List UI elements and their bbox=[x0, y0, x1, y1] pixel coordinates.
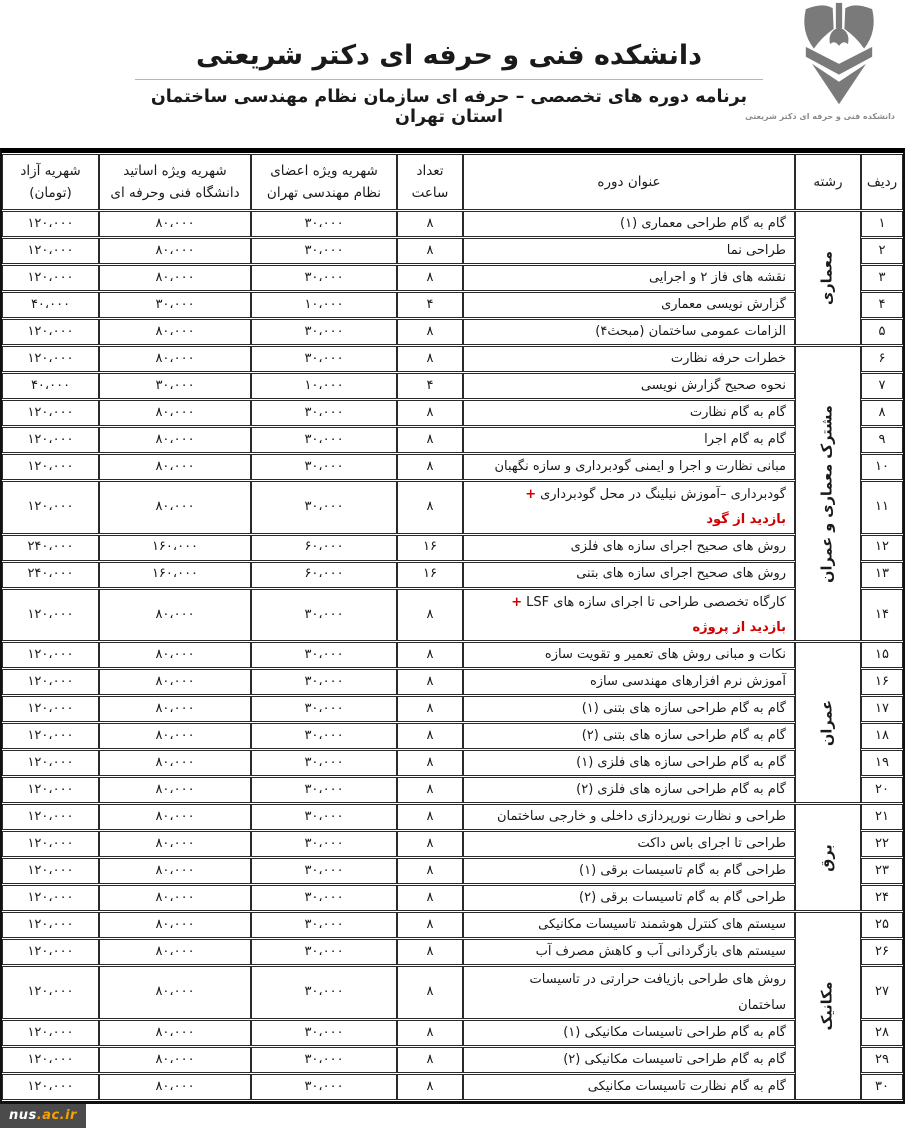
member-fee: ۳۰،۰۰۰ bbox=[251, 885, 397, 911]
row-number: ۷ bbox=[861, 373, 903, 399]
row-number: ۲ bbox=[861, 238, 903, 264]
col-header-member-fee: شهریه ویژه اعضای نظام مهندسی تهران bbox=[251, 154, 397, 210]
hours: ۸ bbox=[397, 669, 463, 695]
course-title: گودبرداری –آموزش نیلینگ در محل گودبرداری+ بازدید از گود bbox=[463, 481, 795, 534]
table-row bbox=[2, 535, 903, 561]
course-title: نقشه های فاز ۲ و اجرایی bbox=[463, 265, 795, 291]
professor-fee: ۸۰،۰۰۰ bbox=[99, 858, 251, 884]
table-row bbox=[2, 373, 903, 399]
professor-fee: ۸۰،۰۰۰ bbox=[99, 696, 251, 722]
member-fee: ۳۰،۰۰۰ bbox=[251, 211, 397, 237]
hours: ۸ bbox=[397, 885, 463, 911]
professor-fee: ۸۰،۰۰۰ bbox=[99, 723, 251, 749]
member-fee: ۳۰،۰۰۰ bbox=[251, 750, 397, 776]
row-number: ۱۲ bbox=[861, 535, 903, 561]
member-fee: ۳۰،۰۰۰ bbox=[251, 319, 397, 345]
hours: ۸ bbox=[397, 238, 463, 264]
member-fee: ۱۰،۰۰۰ bbox=[251, 292, 397, 318]
professor-fee: ۸۰،۰۰۰ bbox=[99, 642, 251, 668]
table-header-row bbox=[2, 154, 903, 210]
course-title-highlight: بازدید از پروژه bbox=[692, 620, 786, 636]
member-fee: ۳۰،۰۰۰ bbox=[251, 400, 397, 426]
plus-mark: + bbox=[525, 487, 537, 502]
open-fee: ۱۲۰،۰۰۰ bbox=[2, 1020, 99, 1046]
open-fee: ۱۲۰،۰۰۰ bbox=[2, 831, 99, 857]
hours: ۸ bbox=[397, 939, 463, 965]
course-title: سیستم های کنترل هوشمند تاسیسات مکانیکی bbox=[463, 912, 795, 938]
member-fee: ۳۰،۰۰۰ bbox=[251, 966, 397, 1019]
professor-fee: ۸۰،۰۰۰ bbox=[99, 238, 251, 264]
plus-mark: + bbox=[511, 594, 523, 610]
open-fee: ۴۰،۰۰۰ bbox=[2, 292, 99, 318]
hours: ۸ bbox=[397, 1074, 463, 1100]
hours: ۸ bbox=[397, 966, 463, 1019]
member-fee: ۳۰،۰۰۰ bbox=[251, 669, 397, 695]
hours: ۴ bbox=[397, 292, 463, 318]
row-number: ۹ bbox=[861, 427, 903, 453]
open-fee: ۱۲۰،۰۰۰ bbox=[2, 885, 99, 911]
open-fee: ۱۲۰،۰۰۰ bbox=[2, 319, 99, 345]
table-row bbox=[2, 696, 903, 722]
open-fee: ۱۲۰،۰۰۰ bbox=[2, 723, 99, 749]
professor-fee: ۸۰،۰۰۰ bbox=[99, 265, 251, 291]
course-title: آموزش نرم افزارهای مهندسی سازه bbox=[463, 669, 795, 695]
hours: ۸ bbox=[397, 912, 463, 938]
course-title: گام به گام طراحی تاسیسات مکانیکی (۱) bbox=[463, 1020, 795, 1046]
member-fee: ۳۰،۰۰۰ bbox=[251, 939, 397, 965]
open-fee: ۱۲۰،۰۰۰ bbox=[2, 265, 99, 291]
field-group-shared-arch-civil: مشترک معماری و عمران bbox=[795, 346, 861, 641]
table-row bbox=[2, 238, 903, 264]
course-title: کارگاه تخصصی طراحی تا اجرای سازه های LSF+ بازدید از پروژه bbox=[463, 589, 795, 642]
title-divider bbox=[135, 79, 763, 80]
course-title: روش های طراحی بازیافت حرارتی در تاسیسات ساختمان bbox=[463, 966, 795, 1019]
hours: ۸ bbox=[397, 831, 463, 857]
col-header-hours: تعداد ساعت bbox=[397, 154, 463, 210]
course-title: گام به گام طراحی سازه های بتنی (۱) bbox=[463, 696, 795, 722]
member-fee: ۳۰،۰۰۰ bbox=[251, 696, 397, 722]
course-title: گام به گام طراحی سازه های فلزی (۱) bbox=[463, 750, 795, 776]
professor-fee: ۸۰،۰۰۰ bbox=[99, 1020, 251, 1046]
row-number: ۱ bbox=[861, 211, 903, 237]
open-fee: ۲۴۰،۰۰۰ bbox=[2, 535, 99, 561]
table-row bbox=[2, 265, 903, 291]
course-title: نحوه صحیح گزارش نویسی bbox=[463, 373, 795, 399]
hours: ۸ bbox=[397, 777, 463, 803]
table-row bbox=[2, 858, 903, 884]
professor-fee: ۸۰،۰۰۰ bbox=[99, 1047, 251, 1073]
row-number: ۱۶ bbox=[861, 669, 903, 695]
professor-fee: ۸۰،۰۰۰ bbox=[99, 427, 251, 453]
row-number: ۲۱ bbox=[861, 804, 903, 830]
course-title-highlight: بازدید از گود bbox=[706, 512, 786, 528]
table-row bbox=[2, 1047, 903, 1073]
hours: ۸ bbox=[397, 1020, 463, 1046]
row-number: ۲۶ bbox=[861, 939, 903, 965]
row-number: ۲۷ bbox=[861, 966, 903, 1019]
open-fee: ۴۰،۰۰۰ bbox=[2, 373, 99, 399]
course-title: گزارش نویسی معماری bbox=[463, 292, 795, 318]
member-fee: ۱۰،۰۰۰ bbox=[251, 373, 397, 399]
table-row bbox=[2, 589, 903, 642]
table-row bbox=[2, 912, 903, 938]
open-fee: ۱۲۰،۰۰۰ bbox=[2, 211, 99, 237]
watermark-text: nus bbox=[9, 1108, 37, 1123]
professor-fee: ۸۰،۰۰۰ bbox=[99, 589, 251, 642]
member-fee: ۳۰،۰۰۰ bbox=[251, 1020, 397, 1046]
field-group-mechanical: مکانیک bbox=[795, 912, 861, 1100]
professor-fee: ۸۰،۰۰۰ bbox=[99, 346, 251, 372]
member-fee: ۳۰،۰۰۰ bbox=[251, 427, 397, 453]
row-number: ۱۴ bbox=[861, 589, 903, 642]
professor-fee: ۸۰،۰۰۰ bbox=[99, 885, 251, 911]
course-title: طراحی گام به گام تاسیسات برقی (۲) bbox=[463, 885, 795, 911]
row-number: ۲۰ bbox=[861, 777, 903, 803]
open-fee: ۱۲۰،۰۰۰ bbox=[2, 454, 99, 480]
course-title: طراحی نما bbox=[463, 238, 795, 264]
member-fee: ۶۰،۰۰۰ bbox=[251, 562, 397, 588]
row-number: ۲۴ bbox=[861, 885, 903, 911]
open-fee: ۱۲۰،۰۰۰ bbox=[2, 750, 99, 776]
field-group-civil: عمران bbox=[795, 642, 861, 803]
member-fee: ۳۰،۰۰۰ bbox=[251, 777, 397, 803]
member-fee: ۳۰،۰۰۰ bbox=[251, 858, 397, 884]
hours: ۸ bbox=[397, 589, 463, 642]
table-row bbox=[2, 292, 903, 318]
open-fee: ۱۲۰،۰۰۰ bbox=[2, 966, 99, 1019]
course-title: گام به گام طراحی سازه های بتنی (۲) bbox=[463, 723, 795, 749]
open-fee: ۱۲۰،۰۰۰ bbox=[2, 858, 99, 884]
member-fee: ۳۰،۰۰۰ bbox=[251, 804, 397, 830]
hours: ۴ bbox=[397, 373, 463, 399]
course-title: گام به گام طراحی معماری (۱) bbox=[463, 211, 795, 237]
row-number: ۸ bbox=[861, 400, 903, 426]
hours: ۸ bbox=[397, 481, 463, 534]
course-title: گام به گام اجرا bbox=[463, 427, 795, 453]
col-header-open-fee: شهریه آزاد (تومان) bbox=[2, 154, 99, 210]
hours: ۸ bbox=[397, 642, 463, 668]
row-number: ۱۷ bbox=[861, 696, 903, 722]
course-title: طراحی گام به گام تاسیسات برقی (۱) bbox=[463, 858, 795, 884]
row-number: ۱۹ bbox=[861, 750, 903, 776]
logo-caption: دانشکده فنی و حرفه ای دکتر شریعتی bbox=[745, 112, 895, 121]
table-row bbox=[2, 481, 903, 534]
course-title: گام به گام نظارت تاسیسات مکانیکی bbox=[463, 1074, 795, 1100]
open-fee: ۱۲۰،۰۰۰ bbox=[2, 481, 99, 534]
course-title: روش های صحیح اجرای سازه های فلزی bbox=[463, 535, 795, 561]
course-title: الزامات عمومی ساختمان (مبحث۴) bbox=[463, 319, 795, 345]
member-fee: ۳۰،۰۰۰ bbox=[251, 642, 397, 668]
course-title: گام به گام طراحی سازه های فلزی (۲) bbox=[463, 777, 795, 803]
table-row bbox=[2, 750, 903, 776]
professor-fee: ۸۰،۰۰۰ bbox=[99, 912, 251, 938]
professor-fee: ۸۰،۰۰۰ bbox=[99, 750, 251, 776]
professor-fee: ۸۰،۰۰۰ bbox=[99, 454, 251, 480]
table-row bbox=[2, 1020, 903, 1046]
table-row bbox=[2, 427, 903, 453]
hours: ۸ bbox=[397, 804, 463, 830]
professor-fee: ۸۰،۰۰۰ bbox=[99, 669, 251, 695]
hours: ۸ bbox=[397, 1047, 463, 1073]
hours: ۸ bbox=[397, 346, 463, 372]
professor-fee: ۸۰،۰۰۰ bbox=[99, 319, 251, 345]
open-fee: ۲۴۰،۰۰۰ bbox=[2, 562, 99, 588]
table-row bbox=[2, 211, 903, 237]
open-fee: ۱۲۰،۰۰۰ bbox=[2, 238, 99, 264]
member-fee: ۳۰،۰۰۰ bbox=[251, 265, 397, 291]
open-fee: ۱۲۰،۰۰۰ bbox=[2, 912, 99, 938]
table-row bbox=[2, 1074, 903, 1100]
hours: ۸ bbox=[397, 427, 463, 453]
professor-fee: ۸۰،۰۰۰ bbox=[99, 804, 251, 830]
open-fee: ۱۲۰،۰۰۰ bbox=[2, 427, 99, 453]
col-header-field: رشته bbox=[795, 154, 861, 210]
member-fee: ۳۰،۰۰۰ bbox=[251, 346, 397, 372]
professor-fee: ۸۰،۰۰۰ bbox=[99, 939, 251, 965]
col-header-row-number: ردیف bbox=[861, 154, 903, 210]
course-title: گام به گام نظارت bbox=[463, 400, 795, 426]
table-row bbox=[2, 777, 903, 803]
open-fee: ۱۲۰،۰۰۰ bbox=[2, 642, 99, 668]
open-fee: ۱۲۰،۰۰۰ bbox=[2, 696, 99, 722]
member-fee: ۳۰،۰۰۰ bbox=[251, 831, 397, 857]
field-group-electrical: برق bbox=[795, 804, 861, 911]
course-title: گام به گام طراحی تاسیسات مکانیکی (۲) bbox=[463, 1047, 795, 1073]
course-title: روش های صحیح اجرای سازه های بتنی bbox=[463, 562, 795, 588]
member-fee: ۳۰،۰۰۰ bbox=[251, 912, 397, 938]
hours: ۱۶ bbox=[397, 535, 463, 561]
hours: ۸ bbox=[397, 750, 463, 776]
open-fee: ۱۲۰،۰۰۰ bbox=[2, 400, 99, 426]
professor-fee: ۳۰،۰۰۰ bbox=[99, 292, 251, 318]
open-fee: ۱۲۰،۰۰۰ bbox=[2, 589, 99, 642]
professor-fee: ۱۶۰،۰۰۰ bbox=[99, 562, 251, 588]
member-fee: ۶۰،۰۰۰ bbox=[251, 535, 397, 561]
member-fee: ۳۰،۰۰۰ bbox=[251, 1047, 397, 1073]
professor-fee: ۸۰،۰۰۰ bbox=[99, 211, 251, 237]
hours: ۸ bbox=[397, 211, 463, 237]
row-number: ۱۸ bbox=[861, 723, 903, 749]
table-row bbox=[2, 562, 903, 588]
open-fee: ۱۲۰،۰۰۰ bbox=[2, 346, 99, 372]
row-number: ۱۳ bbox=[861, 562, 903, 588]
course-program-table bbox=[0, 148, 905, 1104]
table-row bbox=[2, 319, 903, 345]
row-number: ۳۰ bbox=[861, 1074, 903, 1100]
table-row bbox=[2, 885, 903, 911]
row-number: ۲۲ bbox=[861, 831, 903, 857]
header-titles bbox=[129, 40, 769, 127]
col-header-professor-fee: شهریه ویژه اساتید دانشگاه فنی وحرفه ای bbox=[99, 154, 251, 210]
open-fee: ۱۲۰،۰۰۰ bbox=[2, 939, 99, 965]
page-title: دانشکده فنی و حرفه ای دکتر شریعتی bbox=[196, 40, 702, 71]
professor-fee: ۳۰،۰۰۰ bbox=[99, 373, 251, 399]
member-fee: ۳۰،۰۰۰ bbox=[251, 481, 397, 534]
professor-fee: ۸۰،۰۰۰ bbox=[99, 777, 251, 803]
row-number: ۵ bbox=[861, 319, 903, 345]
row-number: ۱۰ bbox=[861, 454, 903, 480]
table-row bbox=[2, 804, 903, 830]
table-row bbox=[2, 939, 903, 965]
hours: ۸ bbox=[397, 858, 463, 884]
hours: ۸ bbox=[397, 696, 463, 722]
row-number: ۲۸ bbox=[861, 1020, 903, 1046]
watermark-badge: nus.ac.ir bbox=[0, 1104, 86, 1128]
member-fee: ۳۰،۰۰۰ bbox=[251, 238, 397, 264]
hours: ۸ bbox=[397, 723, 463, 749]
college-logo bbox=[745, 2, 895, 121]
professor-fee: ۸۰،۰۰۰ bbox=[99, 1074, 251, 1100]
row-number: ۱۵ bbox=[861, 642, 903, 668]
professor-fee: ۸۰،۰۰۰ bbox=[99, 831, 251, 857]
row-number: ۲۹ bbox=[861, 1047, 903, 1073]
table-row bbox=[2, 831, 903, 857]
pen-nib-emblem-icon bbox=[791, 2, 887, 106]
hours: ۸ bbox=[397, 319, 463, 345]
course-title: طراحی تا اجرای باس داکت bbox=[463, 831, 795, 857]
open-fee: ۱۲۰،۰۰۰ bbox=[2, 1074, 99, 1100]
member-fee: ۳۰،۰۰۰ bbox=[251, 723, 397, 749]
hours: ۸ bbox=[397, 454, 463, 480]
course-title: طراحی و نظارت نورپردازی داخلی و خارجی ساختمان bbox=[463, 804, 795, 830]
row-number: ۱۱ bbox=[861, 481, 903, 534]
member-fee: ۳۰،۰۰۰ bbox=[251, 589, 397, 642]
course-title: خطرات حرفه نظارت bbox=[463, 346, 795, 372]
hours: ۱۶ bbox=[397, 562, 463, 588]
open-fee: ۱۲۰،۰۰۰ bbox=[2, 777, 99, 803]
table-row bbox=[2, 723, 903, 749]
course-title: نکات و مبانی روش های تعمیر و تقویت سازه bbox=[463, 642, 795, 668]
col-header-course-title: عنوان دوره bbox=[463, 154, 795, 210]
open-fee: ۱۲۰،۰۰۰ bbox=[2, 669, 99, 695]
professor-fee: ۱۶۰،۰۰۰ bbox=[99, 535, 251, 561]
page-subtitle: برنامه دوره های تخصصی – حرفه ای سازمان نظام مهندسی ساختمان استان تهران bbox=[150, 87, 748, 127]
row-number: ۴ bbox=[861, 292, 903, 318]
row-number: ۳ bbox=[861, 265, 903, 291]
hours: ۸ bbox=[397, 400, 463, 426]
course-title-line2: ساختمان bbox=[738, 997, 786, 1013]
professor-fee: ۸۰،۰۰۰ bbox=[99, 400, 251, 426]
row-number: ۶ bbox=[861, 346, 903, 372]
open-fee: ۱۲۰،۰۰۰ bbox=[2, 1047, 99, 1073]
table-row bbox=[2, 669, 903, 695]
table-row bbox=[2, 642, 903, 668]
row-number: ۲۳ bbox=[861, 858, 903, 884]
professor-fee: ۸۰،۰۰۰ bbox=[99, 966, 251, 1019]
table-row bbox=[2, 966, 903, 1019]
table-row bbox=[2, 454, 903, 480]
member-fee: ۳۰،۰۰۰ bbox=[251, 454, 397, 480]
row-number: ۲۵ bbox=[861, 912, 903, 938]
hours: ۸ bbox=[397, 265, 463, 291]
table-row bbox=[2, 400, 903, 426]
table-row bbox=[2, 346, 903, 372]
field-group-architecture: معماری bbox=[795, 211, 861, 345]
member-fee: ۳۰،۰۰۰ bbox=[251, 1074, 397, 1100]
course-title: مبانی نظارت و اجرا و ایمنی گودبرداری و سازه نگهبان bbox=[463, 454, 795, 480]
open-fee: ۱۲۰،۰۰۰ bbox=[2, 804, 99, 830]
course-title: سیستم های بازگردانی آب و کاهش مصرف آب bbox=[463, 939, 795, 965]
professor-fee: ۸۰،۰۰۰ bbox=[99, 481, 251, 534]
